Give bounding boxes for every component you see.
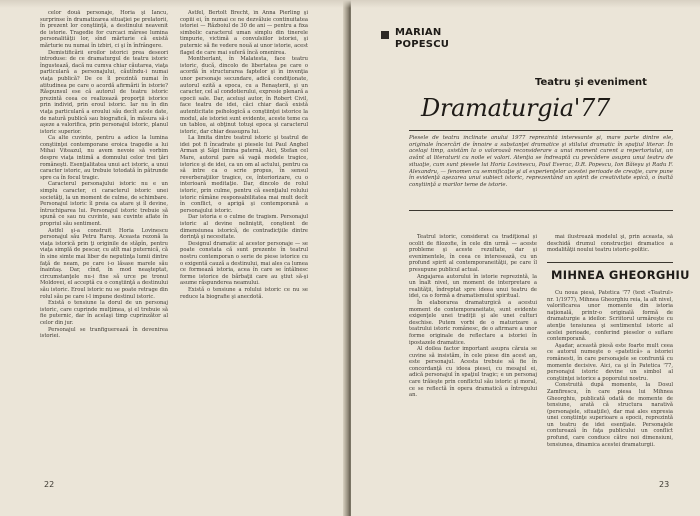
section-title: MIHNEA GHEORGHIU	[551, 268, 690, 282]
article-intro: Piesele de teatru înclinate anului 1977 reprezintă interesante şi, mare parte dintre ele, originale încercări de înnoire a substanţei dramatice şi stilului dramatic în spaţiul literar. În acelaşi timp, asistăm la o valoroasă reconsiderare a unui moment curent a repertoriului, un avânt al literaturii cu noile ei valori. Atenţia se îndreaptă cu precădere asupra unui teatru de situaţie, cum sunt piesele lui Horia Lovinescu, Paul Everac, D.R. Popescu, Ion Băieşu şi Radu F. Alexandru, — fenomen cu semnificaţie şi al experienţelor acestei perioade de creaţie, care pune în evidenţă aşezarea unui subiect istoric, reprezentând un spirit de creativitate epică, o înaltă conştiinţă a marilor teme de istorie.	[409, 135, 673, 188]
right-page	[351, 0, 700, 516]
paragraph: celor două personaje, Horia şi Iancu, surprinse în dramatizarea situaţiei pe prelatorii, în prezent lor conştiinţă, a destinului neavenit de istorie. Tragedie for curcaci mărese lumina personalităţii lor, sînd mărturie că există mărturie nu numai în izbiri, ci şi în înfrângere.	[40, 10, 168, 49]
paragraph: Există o tensiune a rolului istoric ce nu se reduce la biografie şi anecdotă.	[180, 286, 308, 300]
paragraph: Caracterul personajului istoric nu e un simplu caracter, ci caracterul istoric unei societăţi, la un moment de culme, de schimbare. Personajul istoric îl preia ca atare şi îl devine, întruchiparea lui. Personajul istoric trebuie să spună ce sau nu cuvinte, sau cuvinte aflate în propriul său sentiment.	[40, 181, 168, 227]
paragraph: Astfel şi-a construit Horia Lovinescu personajul său Petru Rareş. Aceasta rezonă la viaţa istorică prin ţi originile de stăpîn, pentru viaţa simplă de pescar, cu atît mai puternică, că în sine simte mai liber de neputinţa lumii dintre faţă de neam, pe care i-o lăsase marele său înaintaş. Dar, cînd, în mod neaşteptat, circumstanţele nu-i fixe să urce pe tronul Moldovei, el acceptă cu o conştiinţă a destinului său istoric. Eroul istoric nu se poate retrage din rolul său pe care i-l impune destinul istoric.	[40, 227, 168, 300]
author-first-name: MARIAN	[395, 27, 442, 38]
paragraph: Teatrul istoric, considerat ca tradiţional și ocolit de filozofie, în cele din urmă — aceste probleme şi aceste rezultate, dar şi evenimentele, în ceea ce interesează, cu un profund spirit al contemporaneităţii, pe care îl presupune publicul actual.	[409, 234, 537, 273]
right-column-2	[547, 290, 673, 482]
paragraph: Cu noua piesă, Patetica '77 (text «Teatrul» nr. 1/1977), Mihnea Gheorghiu reia, la alt nivel, valorificarea unor momente din istoria naţională, printr-o originală formă de dramaturgie a ideilor. Scriitorul urmăreşte cu atenţie tensiunea şi sentimentul istoric al acelei perioade, conferind pieselor o suflare contemporană.	[547, 290, 673, 343]
paragraph: În elaborarea dramaturgică a acestui moment de contemporaneitate, sunt evidente exigenţele unei tradiţii şi ale unei culturi deschise. Putem vorbi de o maturizare a teatrului istoric românesc, de o afirmare a unor forme originale de reflectare a istoriei în ipostazele dramatice.	[409, 299, 537, 346]
paragraph: La limita dintre teatrul istoric şi teatrul de idei pot fi încadrate şi piesele lui Paul Anghel Arman şi Săpi limina paternă, Aici, Stefan cel Mare, autorul pare să vagă modele tragice, istorice şi de idei, ca un om al actului, pentru ca să intre ca o scrie propus, în sensul reverberaţiilor tragice, ce, înteriorizare, cu o interioară meditaţie. Dar, dincolo de rolul istoric, prin culme, pentru că esenţialul rolului istoric rămâne responsabilitatea mai mult decît în conflict, o aprigă şi contemporană a personajului istoric.	[180, 135, 308, 214]
paragraph: Astfel, Bertolt Brecht, în Anna Pierling şi copiii ei, în numai ce ne dezvăluie continuitatea istoriei — Războiul de 30 de ani — pentru a fixa simbolic caracterul uman simplu din tinerele timpurie, victimă a convulsiilor istoriei, şi puternic să fie vedere nouă ai unor istorie, acest flagel de care mai suferă încă omenirea.	[180, 10, 308, 56]
left-column-2	[180, 10, 308, 465]
right-column-2-top	[547, 234, 673, 258]
author-marker-icon	[381, 31, 389, 39]
article-subtitle: Teatru şi eveniment	[535, 77, 647, 88]
intro-rule	[409, 210, 673, 211]
paragraph: Demistificării eroilor istorici prea deseori introduse: de ce dramaturgul de teatru istoric îngustează, dacă nu cumva chiar căutarea, viaţa particulară a personajului, căutîndu-i numai viaţa publică? De ce îl prezintă numai în atitudinea pe care o acordă afirmării în istorie? Răspunsul ese că autorul de teatru istoric prezintă ceea ce realizează proporţii istorice prin individ, prin eroul istoric. Iar nu în din viaţa particulară a eroului său decît acele date, de natură publică sau biografică, în măsura să-i aşeze a valorifica, prin personajul istoric, planul istoric superior.	[40, 49, 168, 135]
author-name	[395, 27, 449, 51]
paragraph: Dar istoria e o culme de tragism. Personajul istoric al devine neliniştit, conştient de dimensiunea istorică, de contradicţiile dintre dorinţă şi necesitate.	[180, 214, 308, 241]
section-rule	[547, 262, 673, 263]
paragraph: Al doilea factor important asupra căruia se cuvine să insistăm, în cele piese din acest an, este personajul. Acesta trebuie să fie în concordanţă cu ideea piesei, cu mesajul ei, adică personajul în spaţiul tragic; e un personaj care trăieşte prin conflictul său istoric şi moral, ce se reflectă în opera dramatică a întregului an.	[409, 346, 537, 399]
paragraph: Există o tensiune la dorul de un personaj istoric, care cuprinde mulţimea, şi el trebuie să fie puternic, dar în acelaşi timp cuprinzător al celor din jur.	[40, 300, 168, 326]
page-number-right: 23	[659, 480, 670, 489]
page-number-left: 22	[44, 480, 55, 489]
left-page	[0, 0, 347, 516]
paragraph: Aşadar, această piesă este foarte mult ceea ce autorul numeşte o «patetică» a istoriei românesti, în care personajele se confruntă cu momente decisive. Aici, ca şi în Patetica '77, personajul istoric devine un simbol al conştiinţei istorice a poporului nostru.	[547, 342, 673, 382]
paragraph: Ca alte cuvinte, pentru a adice la lumina conştiinţei contemporane eroica tragedie a lui Mihai Viteazul, nu avem nevoie să vorbim despre viaţa intimă a domnului celor trei ţări româneşti. Esenţialitatea unui act istoric, a unui caracter istoric, au trebuie totodată în pătrunde spre ca în focul tragic.	[40, 135, 168, 181]
paragraph: Designul dramatic al acestor personaje — se poate constata că sunt prezente în teatrul nostru contemporan o serie de piese istorice cu o exigentă cauză a destinului, mai ales ca lumea ce formează istoria, acea în care se întâlnesc forme istorice de bărbaţii care au ştiut să-şi asume răspunderea neamului.	[180, 240, 308, 287]
paragraph: mai ilustrează modelul şi, prin aceasta, să deschidă drumul construcţiei dramatice a modalităţii noului teatru istoric-politic.	[547, 234, 673, 254]
title-rule	[409, 130, 673, 131]
author-last-name: POPESCU	[395, 39, 450, 50]
left-column-1	[40, 10, 168, 465]
paragraph: Montherlant, în Malatesta, face teatru istoric, ducă, dincolo de libertatea pe care o acordă în structurarea faptelor şi în invenţia unor personaje secundare, adică condiţionate, autorul ezită a epoca, cu a Renaşterii, şi un caracter, cel al condotierului, expresie plenară a epocii sale. Dar, aceluşi autor, în Robert Civil, face teatru de idei, căci chiar dacă există autenticitate psihologică a conştiinţei istorice la modul, ale istoriei sunt evidente, aceste teme ca un tablou, ai obţinut totuşi epoca şi caracterul istoric, dar chiar deasupra lui.	[180, 56, 308, 135]
paragraph: Construită după momente, la Dosul Zamfirescu, în care piesa lui Mihnea Gheorghiu, publicată odată de momente de tensiune, arată că structura narativă (personajele, situaţiile), dar mai ales expresia unei conştiinţe superioare a epocii, reprezintă un teatru de idei esenţiale. Personajele conturează în faţa publicului un conflict profund, care conduce către noi dimensiuni, tensiunea, dinamica acestei dramaturgii.	[547, 382, 673, 448]
paragraph: Angajarea autorului în istorie reprezintă, la un înalt nivel, un moment de interpretare a realităţii, îndreptat spre ideea unui teatru de idei, ca o formă a dramatismului spiritual.	[409, 273, 537, 300]
paragraph: Personajul se tranfiguerează în devenirea istoriei.	[40, 326, 168, 340]
article-title: Dramaturgia'77	[421, 94, 610, 122]
top-shadow	[0, 0, 700, 8]
right-column-1	[409, 234, 537, 482]
